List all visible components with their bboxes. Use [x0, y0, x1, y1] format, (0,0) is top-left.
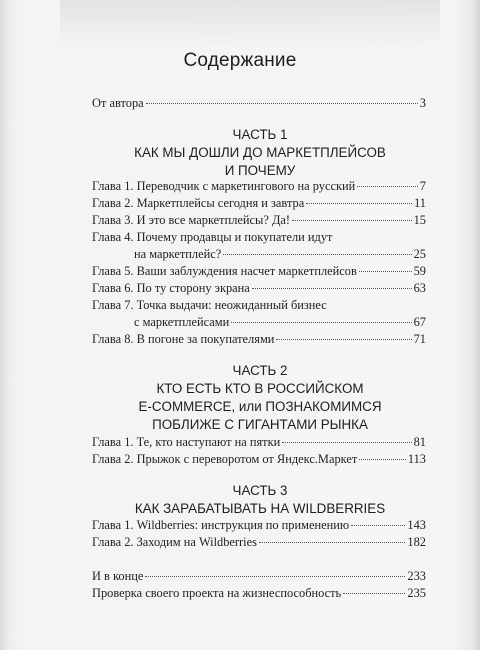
toc-entry-page: 113 — [407, 452, 426, 466]
toc-entry-part1-ch2 — [92, 196, 426, 213]
toc-entry-page: 81 — [413, 435, 426, 449]
toc-entry-label: Глава 1. Wildberries: инструкция по применению — [92, 518, 350, 532]
part1-heading — [60, 126, 460, 180]
toc-entry-page: 235 — [407, 586, 426, 600]
part2-title-line2: E-COMMERCE, или ПОЗНАКОМИМСЯ — [138, 399, 382, 414]
toc-entry-label: Глава 5. Ваши заблуждения насчет маркетплейсов — [92, 264, 357, 278]
toc-entry-part2-ch1 — [92, 435, 426, 452]
dot-leader — [276, 338, 411, 340]
toc-entry-part3-ch1 — [92, 518, 426, 535]
toc-entry-page: 182 — [407, 535, 426, 549]
dot-leader — [145, 575, 405, 577]
toc-entry-label: Глава 1. Переводчик с маркетингового на русский — [92, 179, 356, 193]
part2-title-line3: ПОБЛИЖЕ С ГИГАНТАМИ РЫНКА — [152, 417, 368, 432]
dot-leader — [351, 524, 405, 526]
dot-leader — [359, 270, 412, 272]
toc-entry-label: Глава 3. И это все маркетплейсы? Да! — [92, 213, 291, 227]
toc-entry-label: Глава 7. Точка выдачи: неожиданный бизнес — [92, 298, 327, 312]
part1-title-line2: И ПОЧЕМУ — [224, 163, 296, 178]
bleed-through-shadow — [60, 0, 440, 48]
toc-entry-label: Глава 2. Маркетплейсы сегодня и завтра — [92, 196, 305, 210]
toc-entry-part3-ch2 — [92, 535, 426, 552]
toc-entry-page: 71 — [413, 332, 426, 346]
toc-entry-part1-ch7-line1 — [92, 298, 426, 315]
toc-entry-part1-ch8 — [92, 332, 426, 349]
dot-leader — [259, 541, 405, 543]
toc-entry-page: 25 — [413, 247, 426, 261]
toc-entry-label: Глава 6. По ту сторону экрана — [92, 281, 250, 295]
part2-title-line1: КТО ЕСТЬ КТО В РОССИЙСКОМ — [156, 381, 364, 396]
toc-entry-part1-ch4-line2 — [134, 247, 426, 264]
toc-entry-ending — [92, 569, 426, 586]
part3-label: ЧАСТЬ 3 — [232, 483, 288, 498]
toc-entry-label: Глава 2. Заходим на Wildberries — [92, 535, 257, 549]
toc-entry-continuation: с маркетплейсами — [134, 315, 230, 329]
toc-entry-page: 143 — [407, 518, 426, 532]
part1-label: ЧАСТЬ 1 — [232, 127, 288, 142]
dot-leader — [306, 202, 412, 204]
toc-entry-label: И в конце — [92, 569, 144, 583]
dot-leader — [292, 219, 412, 221]
toc-entry-label: От автора — [92, 96, 144, 110]
part3-title-line1: КАК ЗАРАБАТЫВАТЬ НА WILDBERRIES — [134, 501, 386, 516]
toc-entry-project-check — [92, 586, 426, 603]
toc-entry-part1-ch7-line2 — [134, 315, 426, 332]
toc-entry-page: 59 — [413, 264, 426, 278]
dot-leader — [343, 592, 405, 594]
part2-heading — [60, 362, 460, 434]
toc-entry-continuation: на маркетплейс? — [134, 247, 222, 261]
toc-entry-page: 7 — [419, 179, 426, 193]
toc-entry-page: 15 — [413, 213, 426, 227]
dot-leader — [357, 185, 418, 187]
toc-entry-label: Проверка своего проекта на жизнеспособность — [92, 586, 342, 600]
toc-entry-page: 67 — [413, 315, 426, 329]
part2-label: ЧАСТЬ 2 — [232, 363, 288, 378]
toc-entry-part1-ch5 — [92, 264, 426, 281]
toc-entry-intro — [92, 96, 426, 113]
toc-entry-page: 233 — [407, 569, 426, 583]
part1-title-line1: КАК МЫ ДОШЛИ ДО МАРКЕТПЛЕЙСОВ — [134, 145, 386, 160]
toc-entry-part2-ch2 — [92, 452, 426, 469]
toc-entry-part1-ch6 — [92, 281, 426, 298]
dot-leader — [359, 458, 406, 460]
toc-entry-page: 63 — [413, 281, 426, 295]
toc-entry-label: Глава 4. Почему продавцы и покупатели идут — [92, 230, 333, 244]
dot-leader — [146, 102, 418, 104]
toc-entry-page: 3 — [419, 96, 426, 110]
dot-leader — [223, 253, 411, 255]
toc-entry-label: Глава 1. Те, кто наступают на пятки — [92, 435, 281, 449]
page-title: Содержание — [183, 50, 297, 71]
toc-entry-page: 11 — [414, 196, 426, 210]
part3-heading — [60, 482, 460, 518]
dot-leader — [252, 287, 412, 289]
toc-entry-part1-ch4-line1 — [92, 230, 426, 247]
toc-entry-part1-ch1 — [92, 179, 426, 196]
dot-leader — [231, 321, 411, 323]
toc-entry-label: Глава 2. Прыжок с переворотом от Яндекс.Маркет — [92, 452, 358, 466]
toc-entry-part1-ch3 — [92, 213, 426, 230]
dot-leader — [282, 441, 411, 443]
toc-entry-label: Глава 8. В погоне за покупателями — [92, 332, 275, 346]
